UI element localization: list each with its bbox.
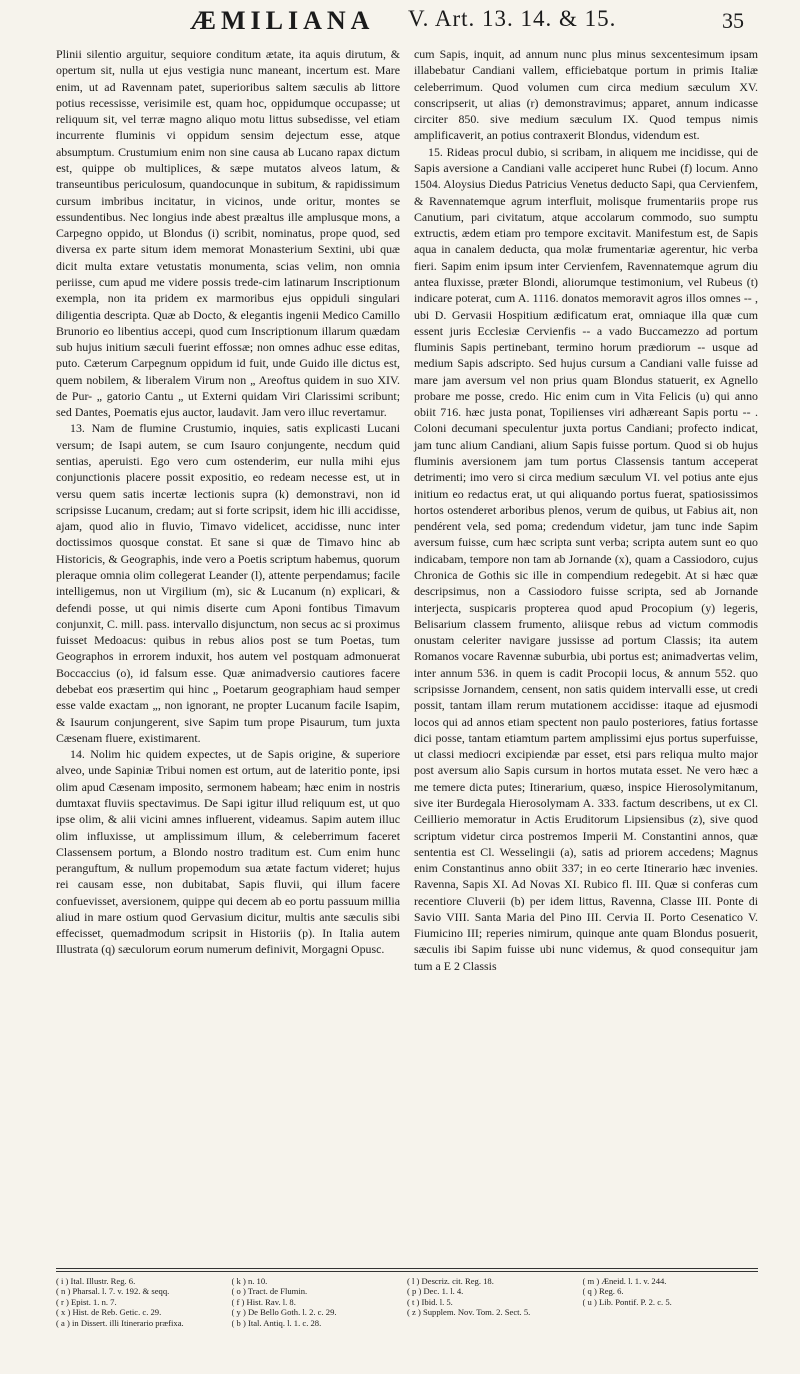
running-head-title: ÆMILIANA <box>190 6 375 35</box>
footnote: ( p ) Dec. 1. l. 4. <box>407 1286 464 1297</box>
footnote: ( r ) Epist. 1. n. 7. <box>56 1296 117 1307</box>
page-number: 35 <box>722 8 744 33</box>
footnote: ( b ) Ital. Antiq. l. 1. c. 28. <box>231 1317 322 1328</box>
running-head-section: V. Art. 13. 14. & 15. <box>408 6 617 31</box>
paragraph: cum Sapis, inquit, ad annum nunc plus minus sexcentesimum ipsam illabebatur Candiani vallem, efficiebatque portum in primis Italiæ celeberrimum. Quod volumen cum circa medium sæculum XV. conscripserit, ut alias (r) demonstravimus; apparet, annum indicasse circiter 850. sive medium sæculum IX. Quod tempus nimis amplificaverit, an potius contraxerit Blondus, videndum est. <box>414 47 758 143</box>
footnote <box>407 1318 583 1328</box>
footnote: ( n ) Pharsal. l. 7. v. 192. & seqq. <box>56 1286 170 1297</box>
footnote: ( z ) Supplem. Nov. Tom. 2. Sect. 5. <box>407 1307 531 1318</box>
footnote-row <box>56 1297 758 1307</box>
paragraph: Plinii silentio arguitur, sequiore conditum ætate, ita aquis dirutum, & opertum sit, nulla ut ejus vestigia nunc maneant, incertum est. Mare enim, ut ad Ravennam patet, superioribus saltem sæculis ab littore potius recessisse, verisimile est, quam hoc, oppidumque occupasse; ut reliquum sit, vel terræ magno aliquo motu littus subsedisse, vel etiam incurrente fluminis vi oppidum sensim dejectum esse, atque absumptum. Crustumium enim non sine causa ab Lucano rapax dictum est, quippe ob multiplices, & sæpe mutatos alveos latum, & transeuntibus periculosum, quandocunque in subitum, & rapidissimum cursum imbribus incitatur, in vicinos, unde oritur, montes se essundentibus. Nec longius inde abest præaltus ille amplusque mons, a Carpegno oppido, ut Blondus (i) scribit, nominatus, prope quod, sed diversa ex parte situm idem memorat Monasterium Sextini, ubi quæ dicit multa extare vetustatis monumenta, scias velim, non omnia periisse, cum apud me videre possis trede-cim latinarum Inscriptionum exempla, non ita pridem ex marmoribus ejus oppiduli singulari diligentia descripta. Quæ ab Docto, & elegantis ingenii Medico Camillo Brunorio eo libentius accepi, quod cum Inscriptionum illarum quædam sub hujus initium sæculi fuerint effossæ; non omnes adhuc esse editas, puto. Cæterum Carpegnum oppidum id fuit, unde Guido ille dictus est, quem nobilem, & liberalem Virum non „ Areoftus quidem in suo XIV. de Pur- „ gatorio Cantu „ ut Externi quidam Viri Clarissimi scribunt; sed Dantes, Poematis ejus auctor, laudavit. Jam vero illuc revertamur. <box>56 47 400 420</box>
footnote: ( q ) Reg. 6. <box>582 1286 624 1297</box>
footnote: ( u ) Lib. Pontif. P. 2. c. 5. <box>582 1296 672 1307</box>
footnote-row <box>56 1307 758 1317</box>
footnote-row <box>56 1286 758 1296</box>
right-column <box>414 46 758 974</box>
footnote: ( x ) Hist. de Reb. Getic. c. 29. <box>56 1307 162 1318</box>
footnote: ( a ) in Dissert. illi Itinerario præfixa. <box>56 1317 184 1328</box>
footnote <box>583 1307 759 1317</box>
footnote <box>583 1318 759 1328</box>
footnote: ( i ) Ital. Illustr. Reg. 6. <box>56 1276 136 1286</box>
footnote: ( t ) Ibid. l. 5. <box>407 1296 453 1307</box>
footnote-rule <box>56 1271 758 1272</box>
left-column <box>56 46 400 958</box>
paragraph: 14. Nolim hic quidem expectes, ut de Sapis origine, & superiore alveo, unde Sapiniæ Tribui nomen est ortum, aut de lateritio ponte, ipsi olim apud Cæsenam imposito, sermonem habeam; hæc enim in nostris dumtaxat fluviis spectavimus. De Sapi igitur illud reliquum est, ut quo ipse olim, & alii vicini amnes influerent, videamus. Sapim autem illuc olim influxisse, ut amplissimum illum, & celeberrimum faceret Classensem portum, a Blondo nostro traditum est. Cum enim hunc peranguftum, & nullum propemodum sua ætate factum videret; hujus rei causam esse, non dubitabat, Sapis fluvii, qui illum facere confuevisset, aversionem, quippe qui decem ab eo portu passuum millia aliud in mare ostium quod Gervasium dicitur, multis ante sæculis sibi effecisset, quemadmodum scripsit in Historiis (p). In Italia autem Illustrata (q) sæculorum eorum numerum definivit, Morgagni Opusc. <box>56 747 400 957</box>
footnote: ( l ) Descriz. cit. Reg. 18. <box>407 1276 494 1286</box>
footnote-rule <box>56 1268 758 1269</box>
footnote-row <box>56 1318 758 1328</box>
footnote: ( o ) Tract. de Flumin. <box>231 1286 308 1297</box>
footnote: ( k ) n. 10. <box>231 1276 268 1286</box>
paragraph: 13. Nam de flumine Crustumio, inquies, satis explicasti Lucani versum; de Isapi autem, se cum Isauro conjungente, necdum quid sentias, aperuisti. Ego vero cum ostenderim, eur nulla mihi ejus conjunctionis placere possit expositio, eo redeam necesse est, ut in versu quem satis incertæ lectionis supra (k) demonstravi, non id scripsisse Lucanum, credam; aut si forte scripsit, idem hic illi accidisse, ajam, quod alio in fluvio, Timavo videlicet, accidisse, nunc inter doctissimos quosque constat. Et sane si quæ de Timavo hinc ab Historicis, & Geographis, inde vero a Poetis scriptum habemus, quorum pleraque omnia olim collegerat Leander (l), attente perpendamus; facile intelligemus, non ut Virgilium (m), sic & Lucanum (n) explicari, & defendi posse, ut qui nimis diserte cum Aponi fontibus Timavum conjunxit, C. mill. pass. intervallo disjunctum, non secus ac si proximus fuisset Medoacus: quibus in rebus alios post se tum Poetas, tum Geographos in errorem induxit, hos autem vel postquam admonuerat Boccaccius (o), id falsum esse. Quæ animadversio cautiores facere debebat eos præsertim qui hinc „ Poetarum geographiam haud semper esse valde exactam „, non ignorant, ne propter Lucanum facile Isapim, & Isaurum conjungerent, sive Sapim tum prope Pisaurum, tum juxta Cæsenam fluere, existimarent. <box>56 421 400 745</box>
footnote: ( y ) De Bello Goth. l. 2. c. 29. <box>231 1307 337 1318</box>
footnote: ( f ) Hist. Rav. l. 8. <box>231 1296 296 1307</box>
footnotes <box>56 1276 758 1328</box>
paragraph: 15. Rideas procul dubio, si scribam, in aliquem me incidisse, qui de Sapis aversione a Candiani valle acciperet hunc Rubei (f) locum. Anno 1504. Aloysius Diedus Patricius Venetus deducto Sapi, qua Cervienfem, & Ravennatemque agrum interfluit, molisque frumentariis prope rus Canutium, pari civitatum, atque accolarum commodo, suo sumptu extructis, ædem etiam pro tempore excitavit. Manifestum est, de Sapis aqua in canalem deducta, qua molæ frumentariæ agerentur, hic verba fieri. Sapim enim ipsum inter Cervienfem, Ravennatemque agrum diu antea fluxisse, præter Blondi, aliorumque testimonium, vel Rubeus (t) indicare poterat, cum A. 1116. donatos memoravit agros illos omnes -- , ubi D. Gervasii Hospitium ædificatum erat, omniaque illa quæ cum essent juris Ecclesiæ Cervienfis -- a vado Buccamezzo ad portum fluminis Sapis pertinebant, termino horum prædiorum -- usque ad medium Sapis adscripto. Sed hujus cursum a Candiani valle fuisse ad mare jam aversum vel non prius quam Blondus statuerit, ex Agnello probare me posse, credo. Hic enim cum in Vita Felicis (u) qui anno obiit 716. hæc justa ponat, Topilienses viri adhæreant Sapis portu -- . Coloni decumani speculentur juxta portus Candiani; profecto indicat, jam tunc alium Candiani, alium Sapis fuisse portum. Quod si ob hujus fluminis aversionem jam tum portus Classensis tantum acceperat detrimenti; imo vero si circa medium sæculum VI. vel potius ante ejus initium eo redactus erat, ut qui aliquando portus fuerat, spatiosissimos hortos ostenderet arboribus plenos, verum de quibus, ut Fabius ait, non pendérent vela, sed poma; credendum videtur, jam tunc inde Sapim aversum fuisse, cum hæc scripta sunt verba; scripta autem sunt eo quo indicabam, tempore non tam ab Jornande (x), quam a Cassiodoro, cujus Chronica de Gothis sic ille in compendium redegebit. At si hæc quæ descripsimus, non a Cassiodoro fuisse scripta, sed ab Jornande interjecta, suspicaris propterea quod apud Procopium (y) legeris, Belisarium classem frumento, aliisque rebus ad victum commodis onustam celeriter navigare jussisse ad portum Classis; ita autem Romanos vocare Ravennæ suburbia, ubi portus est; animadvertas velim, inter annum 536. in quem is cadit Procopii locus, & annum 552. quo scripsisse Jornandem, censent, non satis quidem intervalli esse, ut credi possit, tantam illam rerum mutationem accidisse: itaque ad ejusmodi locos qui ad annos etiam spectent non paulo posteriores, fatius fortasse dici posse, tantam etiamtum partem amplissimi ejus portus superfuisse, ut classi mediocri excipiendæ par esset, etsi pars reliqua multo major post aversum alio Sapis cursum in hortos mutata esset. Ne vero hæc a me temere dicta putes; Itinerarium, quæso, inspice Hierosolymitanum, sive iter Burdegala Hierosolymam A. 333. factum describens, ut ex Cl. Ceillierio memoratur in Actis Eruditorum Lipsiensibus (z), sive quod scriptum videtur circa postremos Imperii M. Constantini annos, quæ sententia est Cl. Wesselingii (a), satis ad priorem accedens; Magnus enim Constantinus anno obiit 337; in eo certe Itinerario hæc invenies. Ravenna, Sapis XI. Ad Novas XI. Rubico fl. III. Quæ si conferas cum recentiore Cluverii (b) per idem littus, Ravenna, Classe III. Ponte di Savio VIII. Santa Maria del Pino III. Cervia II. Porto Cesenatico V. Fiumicino III; reperies nimirum, quinque ante quam Blondus posuerit, sæculis ibi Sapim fuisse ubi nunc videmus, & quod consequitur jam tum a E 2 Classis <box>414 144 758 973</box>
footnote-row <box>56 1276 758 1286</box>
footnote: ( m ) Æneid. l. 1. v. 244. <box>582 1276 667 1286</box>
